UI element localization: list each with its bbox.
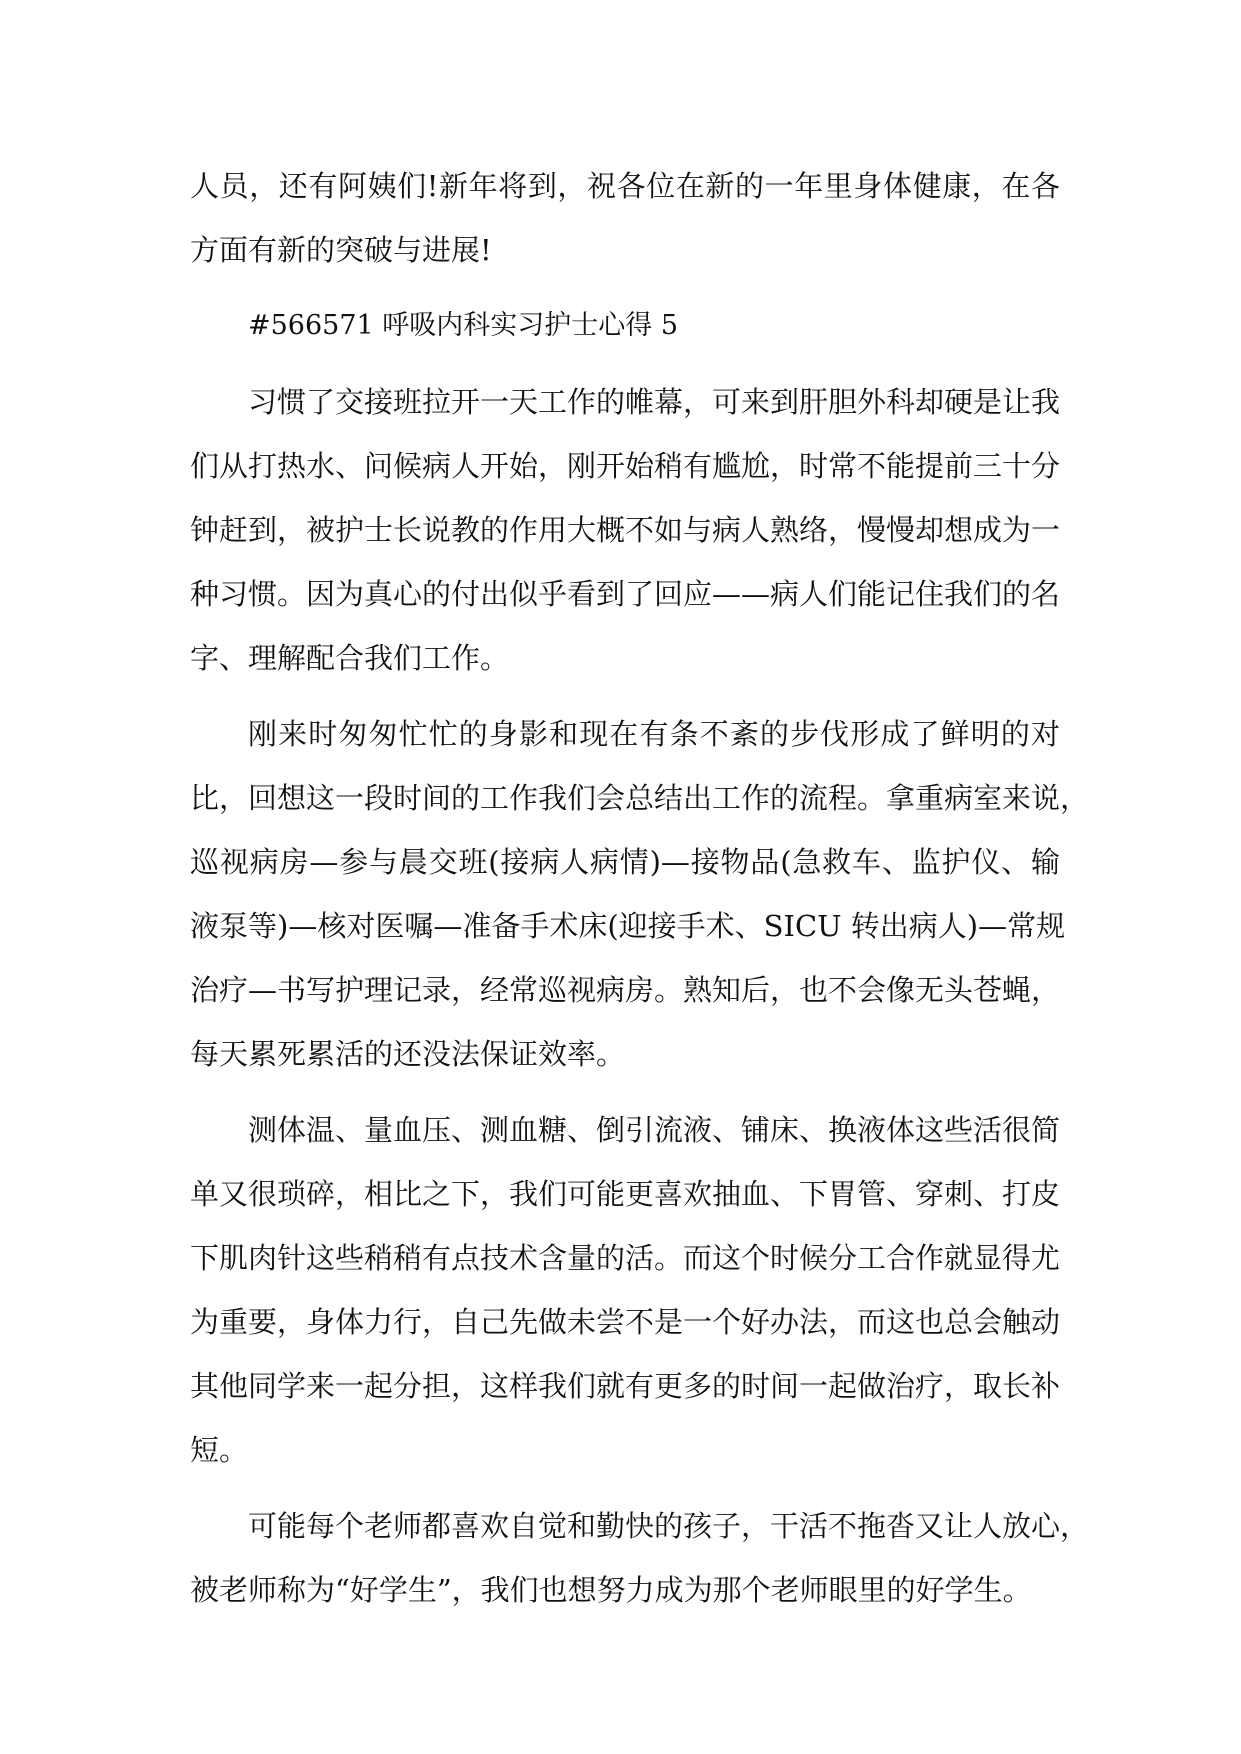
text-line: 被老师称为“好学生”，我们也想努力成为那个老师眼里的好学生。: [190, 1573, 1032, 1607]
text-line: 测体温、量血压、测血糖、倒引流液、铺床、换液体这些活很简: [248, 1113, 1061, 1147]
text-line: 人员，还有阿姨们!新年将到，祝各位在新的一年里身体健康，在各: [190, 169, 1060, 203]
text-line: 习惯了交接班拉开一天工作的帷幕，可来到肝胆外科却硬是让我: [248, 385, 1061, 419]
text-line: 们从打热水、问候病人开始，刚开始稍有尴尬，时常不能提前三十分: [190, 449, 1061, 483]
paragraph-greeting: [190, 154, 1060, 282]
text-line: 治疗—书写护理记录，经常巡视病房。熟知后，也不会像无头苍蝇，: [190, 973, 1061, 1007]
text-line: 种习惯。因为真心的付出似乎看到了回应——病人们能记住我们的名: [190, 577, 1061, 611]
text-line: 每天累死累活的还没法保证效率。: [190, 1037, 626, 1071]
text-line: 字、理解配合我们工作。: [190, 641, 510, 675]
text-line: 短。: [190, 1433, 249, 1467]
document-body: [190, 154, 1090, 1622]
section-heading: #566571 呼吸内科实习护士心得 5: [248, 310, 679, 341]
text-line: 为重要，身体力行，自己先做未尝不是一个好办法，而这也总会触动: [190, 1305, 1061, 1339]
text-line: 其他同学来一起分担，这样我们就有更多的时间一起做治疗，取长补: [190, 1369, 1061, 1403]
text-line: 方面有新的突破与进展!: [190, 233, 492, 267]
text-line: 刚来时匆匆忙忙的身影和现在有条不紊的步伐形成了鲜明的对: [248, 717, 1060, 751]
text-line: 下肌肉针这些稍稍有点技术含量的活。而这个时候分工合作就显得尤: [190, 1241, 1061, 1275]
text-line: 液泵等)—核对医嘱—准备手术床(迎接手术、SICU 转出病人)—常规: [190, 909, 1066, 943]
paragraph-teamwork: [190, 1098, 1060, 1482]
paragraph-good-student: [190, 1494, 1090, 1622]
paragraph-workflow: [190, 702, 1090, 1086]
text-line: 巡视病房—参与晨交班(接病人病情)—接物品(急救车、监护仪、输: [190, 845, 1060, 879]
text-line: 比，回想这一段时间的工作我们会总结出工作的流程。拿重病室来说，: [190, 781, 1090, 815]
text-line: 钟赶到，被护士长说教的作用大概不如与病人熟络，慢慢却想成为一: [190, 513, 1061, 547]
text-line: 单又很琐碎，相比之下，我们可能更喜欢抽血、下胃管、穿刺、打皮: [190, 1177, 1061, 1211]
text-line: 可能每个老师都喜欢自觉和勤快的孩子，干活不拖沓又让人放心，: [248, 1509, 1090, 1543]
paragraph-shift-handover: [190, 370, 1060, 690]
